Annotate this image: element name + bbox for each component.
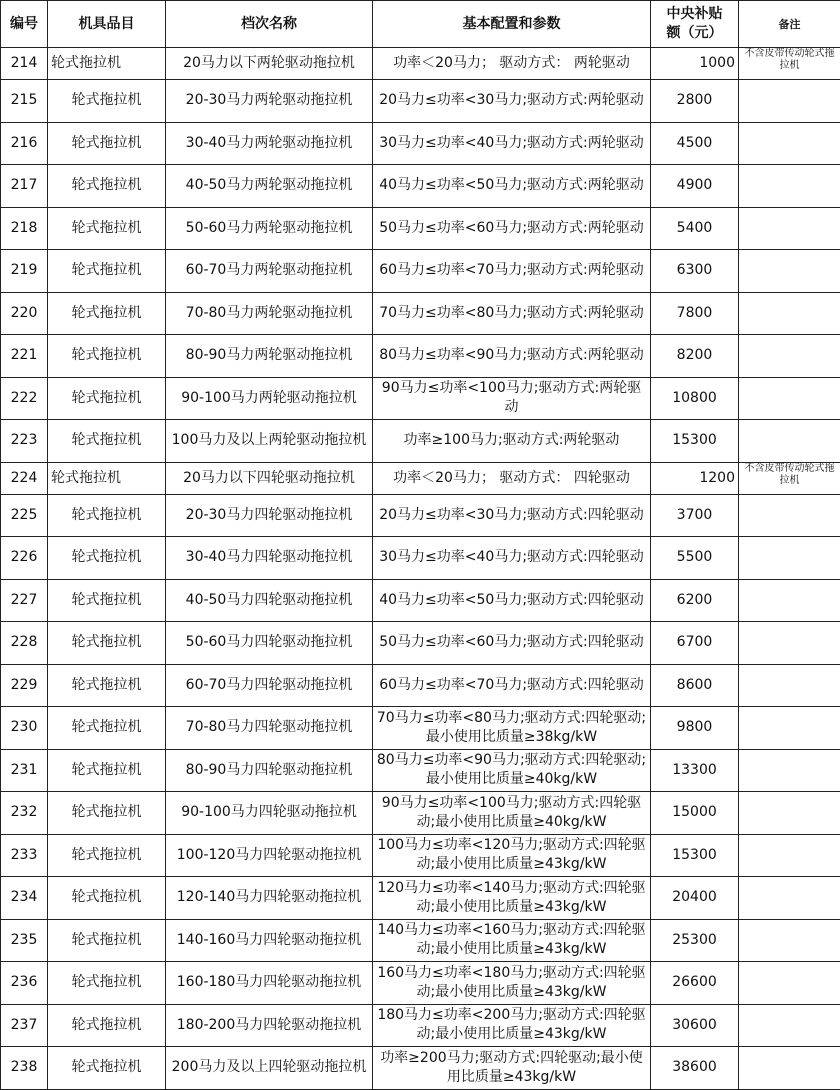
cell-subsidy: 30600 [651, 1004, 739, 1047]
cell-note: 不含皮带传动轮式拖拉机 [739, 48, 840, 80]
cell-spec: 60马力≤功率<70马力;驱动方式:两轮驱动 [373, 250, 651, 293]
table-row [1, 165, 840, 208]
cell-id: 214 [1, 48, 48, 80]
cell-id: 228 [1, 622, 48, 665]
cell-category: 轮式拖拉机 [48, 165, 166, 208]
cell-id: 220 [1, 292, 48, 335]
cell-spec: 70马力≤功率<80马力;驱动方式:四轮驱动;最小使用比质量≥38kg/kW [373, 707, 651, 750]
cell-spec: 功率≥100马力;驱动方式:两轮驱动 [373, 420, 651, 463]
cell-category: 轮式拖拉机 [48, 462, 166, 494]
header-grade: 档次名称 [166, 1, 373, 48]
cell-note [739, 207, 840, 250]
cell-spec: 160马力≤功率<180马力;驱动方式:四轮驱动;最小使用比质量≥43kg/kW [373, 962, 651, 1005]
cell-spec: 70马力≤功率<80马力;驱动方式:两轮驱动 [373, 292, 651, 335]
cell-grade: 180-200马力四轮驱动拖拉机 [166, 1004, 373, 1047]
cell-grade: 80-90马力四轮驱动拖拉机 [166, 749, 373, 792]
cell-id: 217 [1, 165, 48, 208]
cell-grade: 90-100马力四轮驱动拖拉机 [166, 792, 373, 835]
cell-id: 237 [1, 1004, 48, 1047]
cell-id: 216 [1, 122, 48, 165]
cell-grade: 20-30马力两轮驱动拖拉机 [166, 80, 373, 123]
table-row [1, 48, 840, 80]
cell-id: 229 [1, 664, 48, 707]
cell-note [739, 664, 840, 707]
cell-id: 232 [1, 792, 48, 835]
table-row [1, 494, 840, 537]
cell-category: 轮式拖拉机 [48, 749, 166, 792]
cell-subsidy: 8200 [651, 335, 739, 378]
cell-category: 轮式拖拉机 [48, 250, 166, 293]
cell-note [739, 834, 840, 877]
table-row [1, 207, 840, 250]
cell-id: 221 [1, 335, 48, 378]
cell-category: 轮式拖拉机 [48, 834, 166, 877]
cell-subsidy: 15300 [651, 420, 739, 463]
cell-subsidy: 38600 [651, 1047, 739, 1090]
header-category: 机具品目 [48, 1, 166, 48]
cell-subsidy: 6700 [651, 622, 739, 665]
cell-spec: 20马力≤功率<30马力;驱动方式:两轮驱动 [373, 80, 651, 123]
cell-grade: 140-160马力四轮驱动拖拉机 [166, 919, 373, 962]
cell-id: 223 [1, 420, 48, 463]
header-subsidy [651, 1, 739, 48]
cell-spec: 功率＜20马力； 驱动方式： 四轮驱动 [373, 462, 651, 494]
header-row [1, 1, 840, 48]
cell-category: 轮式拖拉机 [48, 420, 166, 463]
cell-subsidy: 10800 [651, 377, 739, 420]
cell-category: 轮式拖拉机 [48, 80, 166, 123]
cell-category: 轮式拖拉机 [48, 292, 166, 335]
cell-subsidy: 13300 [651, 749, 739, 792]
cell-grade: 60-70马力两轮驱动拖拉机 [166, 250, 373, 293]
cell-note: 不含皮带传动轮式拖拉机 [739, 462, 840, 494]
cell-category: 轮式拖拉机 [48, 1004, 166, 1047]
cell-id: 218 [1, 207, 48, 250]
cell-note [739, 420, 840, 463]
cell-id: 219 [1, 250, 48, 293]
cell-note [739, 122, 840, 165]
cell-grade: 70-80马力四轮驱动拖拉机 [166, 707, 373, 750]
table-row [1, 749, 840, 792]
cell-spec: 90马力≤功率<100马力;驱动方式:两轮驱动 [373, 377, 651, 420]
cell-note [739, 292, 840, 335]
cell-note [739, 792, 840, 835]
cell-grade: 40-50马力四轮驱动拖拉机 [166, 579, 373, 622]
cell-spec: 80马力≤功率<90马力;驱动方式:两轮驱动 [373, 335, 651, 378]
table-row [1, 335, 840, 378]
cell-category: 轮式拖拉机 [48, 962, 166, 1005]
cell-category: 轮式拖拉机 [48, 877, 166, 920]
cell-spec: 120马力≤功率<140马力;驱动方式:四轮驱动;最小使用比质量≥43kg/kW [373, 877, 651, 920]
cell-subsidy: 5500 [651, 537, 739, 580]
cell-category: 轮式拖拉机 [48, 579, 166, 622]
cell-category: 轮式拖拉机 [48, 207, 166, 250]
cell-grade: 40-50马力两轮驱动拖拉机 [166, 165, 373, 208]
cell-note [739, 707, 840, 750]
cell-grade: 90-100马力两轮驱动拖拉机 [166, 377, 373, 420]
cell-spec: 功率≥200马力;驱动方式:四轮驱动;最小使用比质量≥43kg/kW [373, 1047, 651, 1090]
cell-id: 233 [1, 834, 48, 877]
cell-spec: 140马力≤功率<160马力;驱动方式:四轮驱动;最小使用比质量≥43kg/kW [373, 919, 651, 962]
table-row [1, 1004, 840, 1047]
cell-subsidy: 8600 [651, 664, 739, 707]
header-id: 编号 [1, 1, 48, 48]
table-row [1, 292, 840, 335]
cell-id: 234 [1, 877, 48, 920]
cell-category: 轮式拖拉机 [48, 707, 166, 750]
cell-category: 轮式拖拉机 [48, 664, 166, 707]
cell-grade: 30-40马力两轮驱动拖拉机 [166, 122, 373, 165]
cell-id: 238 [1, 1047, 48, 1090]
cell-grade: 160-180马力四轮驱动拖拉机 [166, 962, 373, 1005]
cell-subsidy: 9800 [651, 707, 739, 750]
cell-category: 轮式拖拉机 [48, 335, 166, 378]
cell-note [739, 1004, 840, 1047]
table-row [1, 834, 840, 877]
cell-category: 轮式拖拉机 [48, 919, 166, 962]
cell-note [739, 250, 840, 293]
table-row [1, 579, 840, 622]
cell-grade: 100马力及以上两轮驱动拖拉机 [166, 420, 373, 463]
cell-grade: 60-70马力四轮驱动拖拉机 [166, 664, 373, 707]
cell-note [739, 919, 840, 962]
cell-id: 226 [1, 537, 48, 580]
cell-subsidy: 26600 [651, 962, 739, 1005]
cell-subsidy: 4500 [651, 122, 739, 165]
cell-subsidy: 6300 [651, 250, 739, 293]
cell-subsidy: 1000 [651, 48, 739, 80]
cell-category: 轮式拖拉机 [48, 537, 166, 580]
header-spec: 基本配置和参数 [373, 1, 651, 48]
cell-id: 235 [1, 919, 48, 962]
cell-note [739, 335, 840, 378]
table-row [1, 420, 840, 463]
cell-id: 236 [1, 962, 48, 1005]
cell-category: 轮式拖拉机 [48, 122, 166, 165]
cell-spec: 60马力≤功率<70马力;驱动方式:四轮驱动 [373, 664, 651, 707]
cell-note [739, 537, 840, 580]
cell-note [739, 749, 840, 792]
cell-subsidy: 15000 [651, 792, 739, 835]
header-subsidy-line2: 额（元） [667, 25, 723, 41]
cell-note [739, 1047, 840, 1090]
table-body [1, 48, 840, 1090]
header-note: 备注 [739, 1, 840, 48]
table-row [1, 622, 840, 665]
cell-id: 227 [1, 579, 48, 622]
cell-spec: 100马力≤功率<120马力;驱动方式:四轮驱动;最小使用比质量≥43kg/kW [373, 834, 651, 877]
cell-note [739, 80, 840, 123]
table-row [1, 792, 840, 835]
cell-spec: 50马力≤功率<60马力;驱动方式:两轮驱动 [373, 207, 651, 250]
table-row [1, 1047, 840, 1090]
cell-spec: 40马力≤功率<50马力;驱动方式:两轮驱动 [373, 165, 651, 208]
cell-grade: 100-120马力四轮驱动拖拉机 [166, 834, 373, 877]
table-row [1, 664, 840, 707]
table-row [1, 537, 840, 580]
table-row [1, 877, 840, 920]
cell-note [739, 962, 840, 1005]
cell-grade: 20马力以下四轮驱动拖拉机 [166, 462, 373, 494]
table-row [1, 707, 840, 750]
cell-subsidy: 7800 [651, 292, 739, 335]
cell-spec: 30马力≤功率<40马力;驱动方式:两轮驱动 [373, 122, 651, 165]
cell-spec: 功率＜20马力； 驱动方式： 两轮驱动 [373, 48, 651, 80]
table-row [1, 377, 840, 420]
cell-note [739, 622, 840, 665]
cell-grade: 50-60马力四轮驱动拖拉机 [166, 622, 373, 665]
cell-grade: 20-30马力四轮驱动拖拉机 [166, 494, 373, 537]
cell-id: 225 [1, 494, 48, 537]
cell-id: 222 [1, 377, 48, 420]
cell-category: 轮式拖拉机 [48, 1047, 166, 1090]
cell-category: 轮式拖拉机 [48, 377, 166, 420]
cell-grade: 70-80马力两轮驱动拖拉机 [166, 292, 373, 335]
cell-grade: 20马力以下两轮驱动拖拉机 [166, 48, 373, 80]
cell-spec: 30马力≤功率<40马力;驱动方式:四轮驱动 [373, 537, 651, 580]
cell-subsidy: 6200 [651, 579, 739, 622]
table-row [1, 80, 840, 123]
table-row [1, 250, 840, 293]
cell-grade: 200马力及以上四轮驱动拖拉机 [166, 1047, 373, 1090]
cell-category: 轮式拖拉机 [48, 48, 166, 80]
cell-spec: 50马力≤功率<60马力;驱动方式:四轮驱动 [373, 622, 651, 665]
cell-grade: 80-90马力两轮驱动拖拉机 [166, 335, 373, 378]
cell-subsidy: 3700 [651, 494, 739, 537]
table-row [1, 919, 840, 962]
cell-note [739, 494, 840, 537]
cell-note [739, 377, 840, 420]
cell-category: 轮式拖拉机 [48, 792, 166, 835]
cell-spec: 40马力≤功率<50马力;驱动方式:四轮驱动 [373, 579, 651, 622]
cell-category: 轮式拖拉机 [48, 494, 166, 537]
header-subsidy-line1: 中央补贴 [667, 6, 723, 22]
cell-spec: 90马力≤功率<100马力;驱动方式:四轮驱动;最小使用比质量≥40kg/kW [373, 792, 651, 835]
cell-id: 230 [1, 707, 48, 750]
cell-note [739, 165, 840, 208]
cell-category: 轮式拖拉机 [48, 622, 166, 665]
table-row [1, 962, 840, 1005]
cell-subsidy: 1200 [651, 462, 739, 494]
cell-id: 231 [1, 749, 48, 792]
table-row [1, 122, 840, 165]
cell-id: 215 [1, 80, 48, 123]
cell-subsidy: 20400 [651, 877, 739, 920]
cell-subsidy: 15300 [651, 834, 739, 877]
table-row [1, 462, 840, 494]
cell-spec: 80马力≤功率<90马力;驱动方式:四轮驱动;最小使用比质量≥40kg/kW [373, 749, 651, 792]
cell-id: 224 [1, 462, 48, 494]
cell-subsidy: 4900 [651, 165, 739, 208]
cell-subsidy: 25300 [651, 919, 739, 962]
cell-grade: 30-40马力四轮驱动拖拉机 [166, 537, 373, 580]
cell-grade: 50-60马力两轮驱动拖拉机 [166, 207, 373, 250]
cell-note [739, 579, 840, 622]
cell-subsidy: 2800 [651, 80, 739, 123]
cell-spec: 180马力≤功率<200马力;驱动方式:四轮驱动;最小使用比质量≥43kg/kW [373, 1004, 651, 1047]
cell-grade: 120-140马力四轮驱动拖拉机 [166, 877, 373, 920]
cell-note [739, 877, 840, 920]
cell-spec: 20马力≤功率<30马力;驱动方式:四轮驱动 [373, 494, 651, 537]
cell-subsidy: 5400 [651, 207, 739, 250]
